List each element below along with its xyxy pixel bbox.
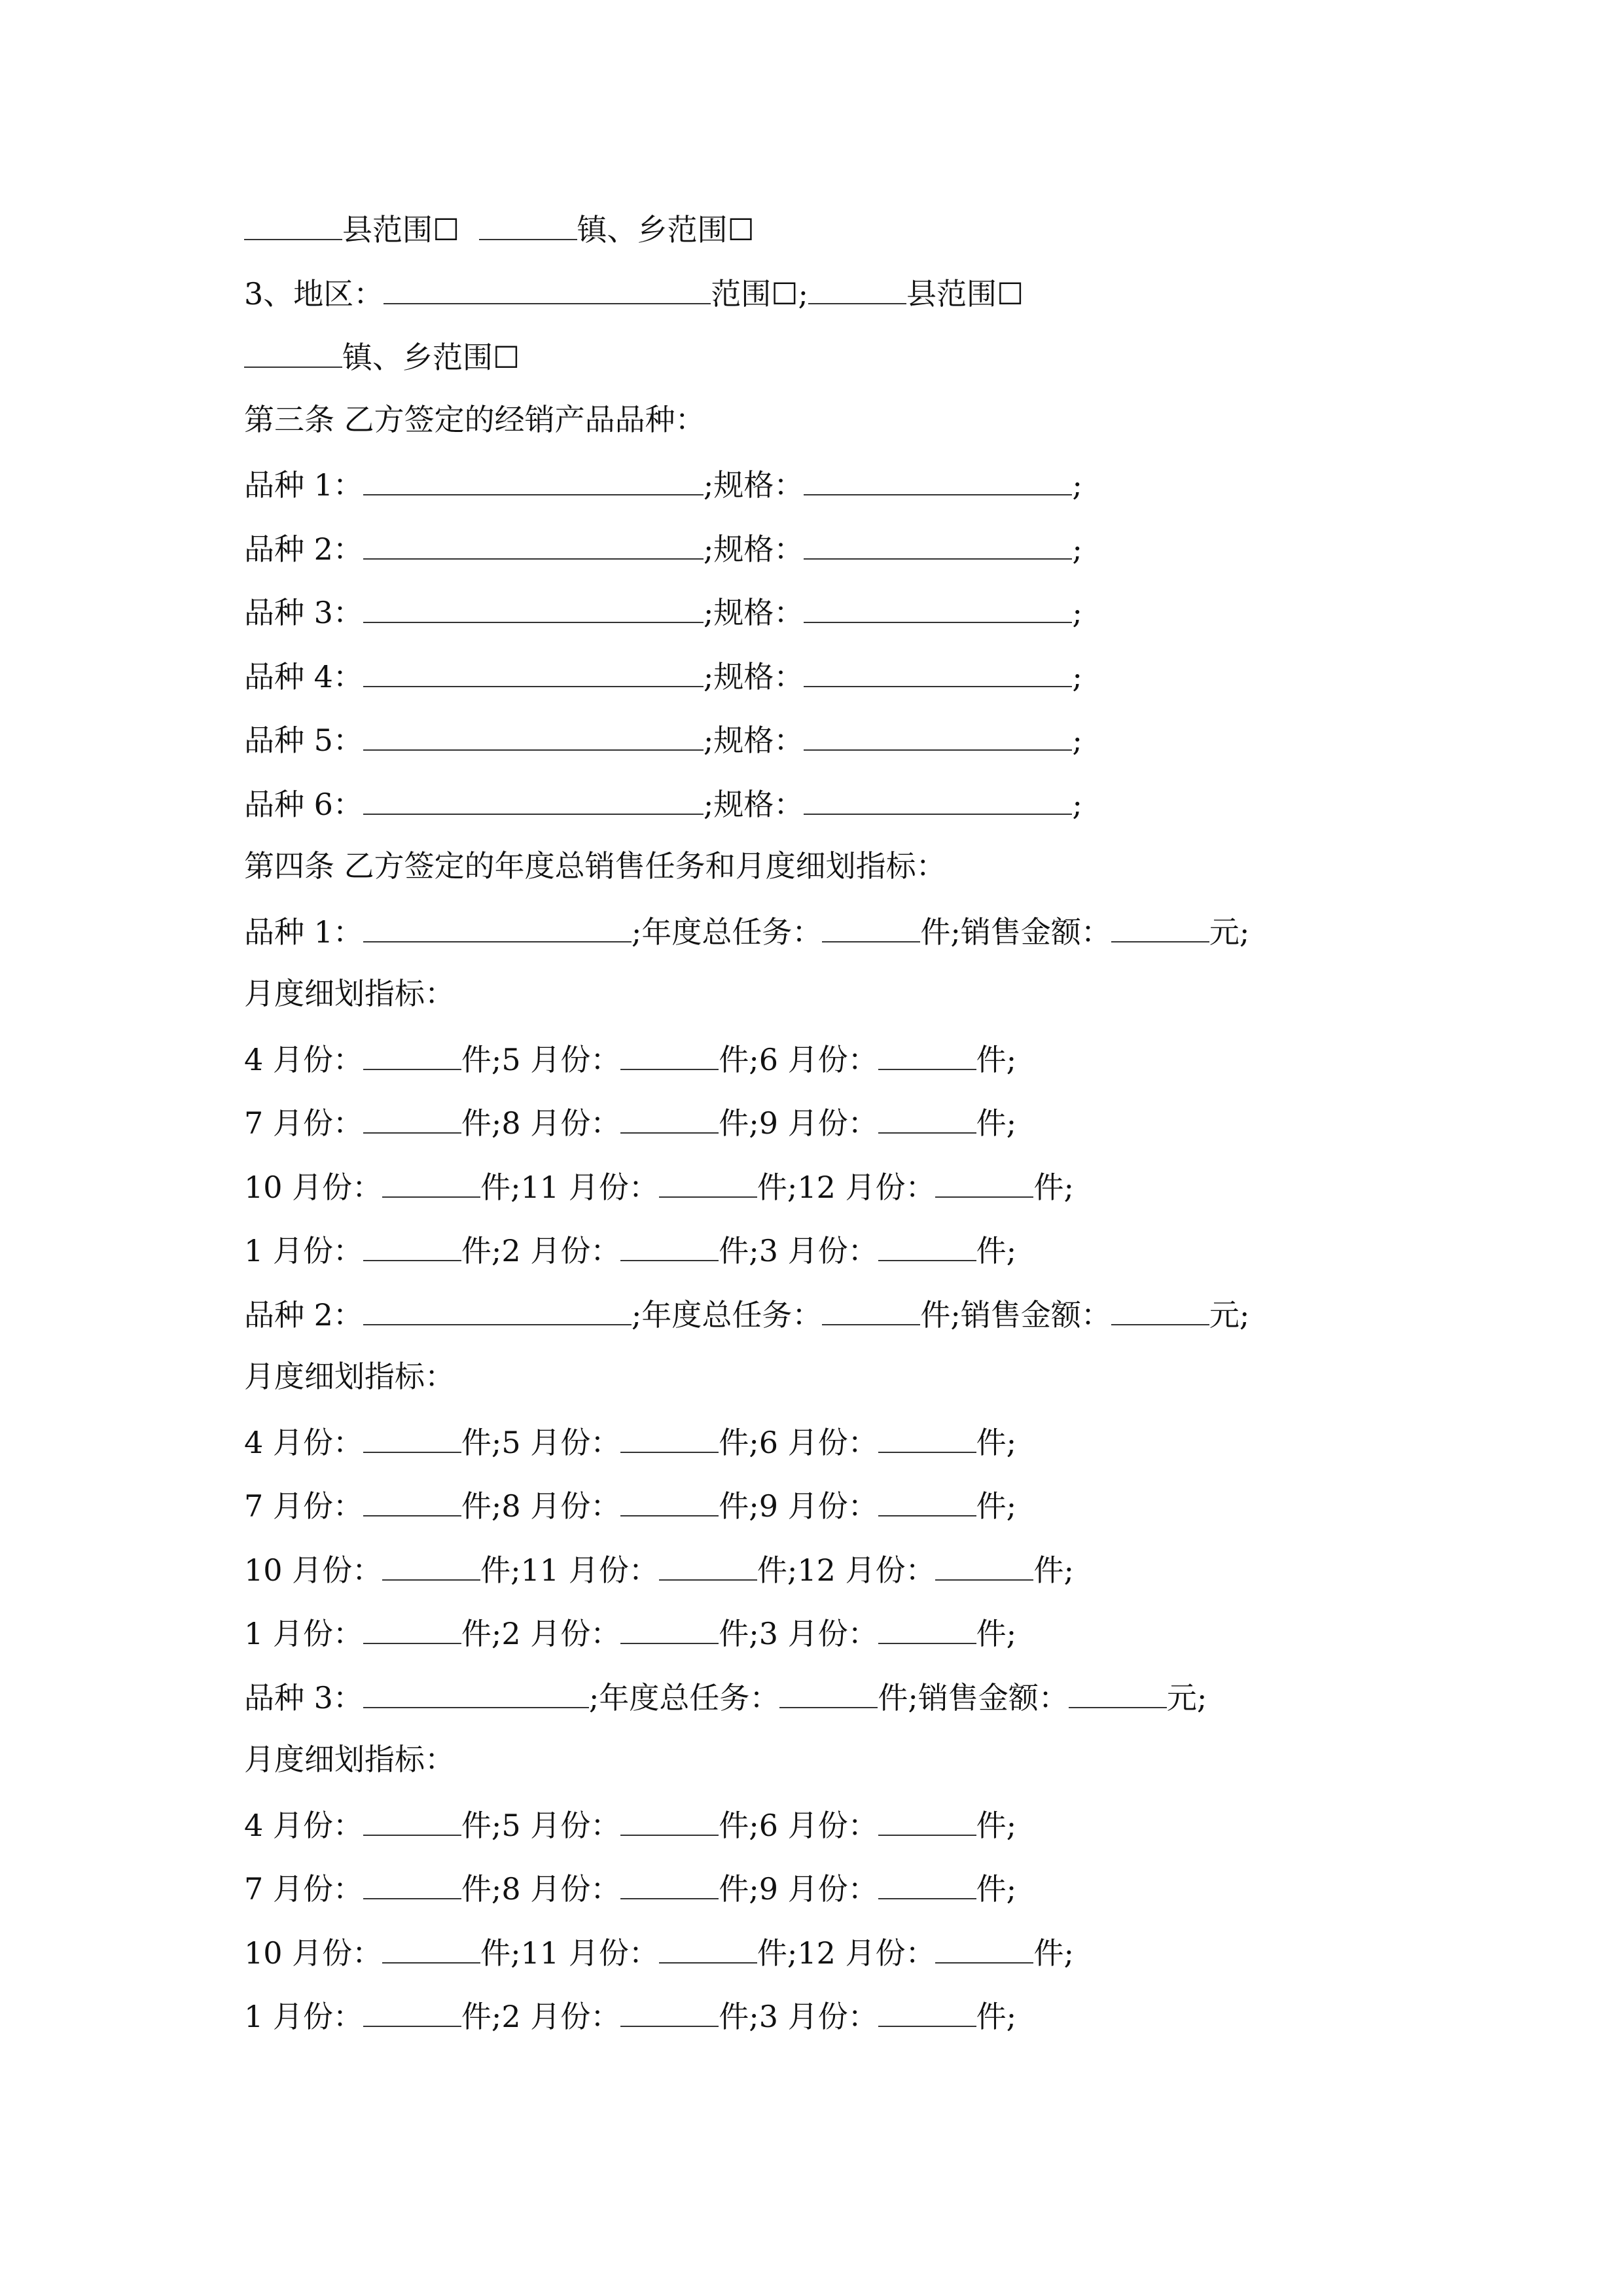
- month-label: 6 月份：: [758, 1424, 878, 1460]
- month-quantity-blank[interactable]: [878, 1036, 976, 1070]
- month-quantity-blank[interactable]: [620, 1802, 719, 1836]
- month-quantity-blank[interactable]: [363, 1227, 461, 1261]
- month-quantity-blank[interactable]: [878, 1100, 976, 1134]
- annual-task-unit: 件: [920, 1297, 951, 1333]
- line-end: ;: [1072, 786, 1082, 822]
- region-3-county-label: 县范围☐: [906, 276, 1024, 312]
- month-quantity-blank[interactable]: [363, 1100, 461, 1134]
- month-row: [244, 1482, 1383, 1547]
- month-label: 6 月份：: [758, 1041, 878, 1077]
- month-quantity-blank[interactable]: [382, 1164, 480, 1198]
- month-quantity-blank[interactable]: [382, 1547, 480, 1581]
- variety-name-blank[interactable]: [363, 781, 704, 815]
- target-variety-label: 品种 3：: [244, 1679, 363, 1715]
- variety-line: [244, 717, 1383, 781]
- variety-name-blank[interactable]: [363, 653, 704, 687]
- variety-label: 品种 2：: [244, 531, 363, 567]
- month-quantity-blank[interactable]: [659, 1929, 757, 1964]
- month-label: 2 月份：: [501, 1999, 621, 2034]
- month-row: [244, 1227, 1383, 1291]
- month-quantity-blank[interactable]: [620, 1227, 719, 1261]
- month-quantity-blank[interactable]: [878, 1610, 976, 1644]
- annual-task-blank[interactable]: [822, 1291, 920, 1325]
- town-blank[interactable]: [479, 206, 577, 240]
- month-unit: 件;: [757, 1552, 798, 1588]
- annual-task-label: ;年度总任务：: [588, 1679, 780, 1715]
- variety-label: 品种 3：: [244, 595, 363, 630]
- month-unit: 件;: [461, 1616, 502, 1651]
- month-unit: 件;: [461, 1807, 502, 1843]
- variety-name-blank[interactable]: [363, 717, 704, 751]
- month-label: 6 月份：: [758, 1807, 878, 1843]
- month-unit: 件;: [976, 1871, 1017, 1907]
- region-3-label: 3、地区：: [244, 276, 384, 312]
- spec-label: ;规格：: [703, 467, 804, 503]
- month-label: 5 月份：: [501, 1424, 621, 1460]
- month-unit: 件;: [1033, 1169, 1074, 1205]
- month-label: 12 月份：: [797, 1552, 936, 1588]
- variety-line: [244, 653, 1383, 717]
- month-label: 5 月份：: [501, 1041, 621, 1077]
- month-unit: 件;: [719, 1871, 759, 1907]
- target-variety-blank[interactable]: [363, 1291, 632, 1325]
- line-end: ;: [1072, 531, 1082, 567]
- month-quantity-blank[interactable]: [935, 1547, 1033, 1581]
- sales-amount-label: ;销售金额：: [950, 1297, 1111, 1333]
- month-quantity-blank[interactable]: [363, 1610, 461, 1644]
- annual-task-unit: 件: [920, 914, 951, 950]
- month-label: 4 月份：: [244, 1424, 363, 1460]
- target-variety-label: 品种 2：: [244, 1297, 363, 1333]
- month-unit: 件;: [719, 1041, 759, 1077]
- town-range-label: 镇、乡范围☐: [577, 212, 755, 247]
- month-quantity-blank[interactable]: [878, 1865, 976, 1899]
- target-variety-label: 品种 1：: [244, 914, 363, 950]
- month-quantity-blank[interactable]: [620, 1610, 719, 1644]
- month-label: 12 月份：: [797, 1935, 936, 1971]
- county-blank[interactable]: [244, 206, 342, 240]
- target-variety-blank[interactable]: [363, 1674, 589, 1708]
- month-unit: 件;: [719, 1488, 759, 1524]
- month-row: [244, 1100, 1383, 1164]
- month-unit: 件;: [461, 1871, 502, 1907]
- month-unit: 件;: [719, 1424, 759, 1460]
- month-unit: 件;: [976, 1807, 1017, 1843]
- variety-label: 品种 4：: [244, 658, 363, 694]
- article-4-title: 第四条 乙方签定的年度总销售任务和月度细划指标：: [244, 848, 946, 884]
- region-3-county-blank[interactable]: [808, 270, 906, 304]
- target-variety-blank[interactable]: [363, 908, 632, 942]
- month-quantity-blank[interactable]: [363, 1036, 461, 1070]
- month-quantity-blank[interactable]: [620, 1865, 719, 1899]
- month-label: 7 月份：: [244, 1488, 363, 1524]
- monthly-title: 月度细划指标：: [244, 1359, 455, 1394]
- month-unit: 件;: [461, 1424, 502, 1460]
- month-quantity-blank[interactable]: [363, 1482, 461, 1516]
- month-row: [244, 1610, 1383, 1674]
- sales-amount-unit: 元;: [1209, 1297, 1250, 1333]
- spec-blank[interactable]: [804, 589, 1072, 623]
- month-label: 10 月份：: [244, 1552, 383, 1588]
- variety-list: [244, 461, 1383, 844]
- month-quantity-blank[interactable]: [363, 1802, 461, 1836]
- variety-label: 品种 1：: [244, 467, 363, 503]
- month-unit: 件;: [480, 1552, 521, 1588]
- month-label: 1 月份：: [244, 1616, 363, 1651]
- town-range-label-2: 镇、乡范围☐: [342, 340, 520, 375]
- month-row: [244, 1419, 1383, 1483]
- county-range-label: 县范围☐: [342, 212, 460, 247]
- month-row: [244, 1802, 1383, 1866]
- target-header-line: [244, 908, 1383, 973]
- month-unit: 件;: [1033, 1935, 1074, 1971]
- spec-label: ;规格：: [703, 723, 804, 758]
- month-unit: 件;: [757, 1935, 798, 1971]
- sales-amount-unit: 元;: [1166, 1679, 1207, 1715]
- month-unit: 件;: [757, 1169, 798, 1205]
- month-unit: 件;: [719, 1105, 759, 1141]
- variety-name-blank[interactable]: [363, 589, 704, 623]
- month-row: [244, 1164, 1383, 1228]
- variety-label: 品种 6：: [244, 786, 363, 822]
- month-label: 9 月份：: [758, 1488, 878, 1524]
- month-quantity-blank[interactable]: [620, 1036, 719, 1070]
- month-row: [244, 1547, 1383, 1611]
- variety-name-blank[interactable]: [363, 461, 704, 495]
- month-label: 5 月份：: [501, 1807, 621, 1843]
- town-blank-2[interactable]: [244, 334, 342, 368]
- month-label: 1 月份：: [244, 1233, 363, 1268]
- sales-amount-unit: 元;: [1209, 914, 1250, 950]
- spec-label: ;规格：: [703, 786, 804, 822]
- variety-line: [244, 781, 1383, 845]
- month-unit: 件;: [719, 1999, 759, 2034]
- month-quantity-blank[interactable]: [935, 1929, 1033, 1964]
- variety-line: [244, 589, 1383, 653]
- month-unit: 件;: [976, 1488, 1017, 1524]
- month-quantity-blank[interactable]: [659, 1547, 757, 1581]
- month-unit: 件;: [976, 1616, 1017, 1651]
- month-quantity-blank[interactable]: [878, 1482, 976, 1516]
- month-unit: 件;: [480, 1935, 521, 1971]
- month-unit: 件;: [461, 1041, 502, 1077]
- month-quantity-blank[interactable]: [382, 1929, 480, 1964]
- month-quantity-blank[interactable]: [620, 1419, 719, 1453]
- month-unit: 件;: [461, 1488, 502, 1524]
- month-quantity-blank[interactable]: [620, 1993, 719, 2027]
- region-3-range-label: 范围☐;: [711, 276, 809, 312]
- month-label: 11 月份：: [520, 1935, 659, 1971]
- month-label: 1 月份：: [244, 1999, 363, 2034]
- month-quantity-blank[interactable]: [935, 1164, 1033, 1198]
- month-label: 7 月份：: [244, 1105, 363, 1141]
- county-town-line: [244, 206, 1383, 270]
- target-header-line: [244, 1291, 1383, 1355]
- month-quantity-blank[interactable]: [878, 1993, 976, 2027]
- line-end: ;: [1072, 658, 1082, 694]
- month-label: 4 月份：: [244, 1041, 363, 1077]
- variety-line: [244, 461, 1383, 526]
- month-label: 8 月份：: [501, 1871, 621, 1907]
- sales-amount-label: ;销售金额：: [908, 1679, 1069, 1715]
- target-list: [244, 908, 1383, 2057]
- region-3-blank[interactable]: [383, 270, 711, 304]
- month-label: 11 月份：: [520, 1552, 659, 1588]
- month-unit: 件;: [976, 1105, 1017, 1141]
- month-unit: 件;: [976, 1999, 1017, 2034]
- month-label: 12 月份：: [797, 1169, 936, 1205]
- month-quantity-blank[interactable]: [878, 1227, 976, 1261]
- month-label: 8 月份：: [501, 1105, 621, 1141]
- month-unit: 件;: [1033, 1552, 1074, 1588]
- month-row: [244, 1036, 1383, 1100]
- month-quantity-blank[interactable]: [659, 1164, 757, 1198]
- spec-blank[interactable]: [804, 526, 1072, 560]
- month-unit: 件;: [480, 1169, 521, 1205]
- month-label: 2 月份：: [501, 1233, 621, 1268]
- month-quantity-blank[interactable]: [620, 1482, 719, 1516]
- month-unit: 件;: [719, 1807, 759, 1843]
- month-unit: 件;: [719, 1616, 759, 1651]
- month-label: 3 月份：: [758, 1616, 878, 1651]
- month-unit: 件;: [461, 1233, 502, 1268]
- sales-amount-blank[interactable]: [1111, 908, 1209, 942]
- month-unit: 件;: [976, 1233, 1017, 1268]
- month-label: 8 月份：: [501, 1488, 621, 1524]
- annual-task-blank[interactable]: [822, 908, 920, 942]
- month-unit: 件;: [976, 1041, 1017, 1077]
- month-quantity-blank[interactable]: [363, 1865, 461, 1899]
- month-unit: 件;: [976, 1424, 1017, 1460]
- month-label: 9 月份：: [758, 1105, 878, 1141]
- region-3-line: [244, 270, 1383, 334]
- month-unit: 件;: [461, 1999, 502, 2034]
- article-3-title: 第三条 乙方签定的经销产品品种：: [244, 401, 705, 437]
- town-line-2: [244, 334, 1383, 398]
- spec-blank[interactable]: [804, 781, 1072, 815]
- month-unit: 件;: [719, 1233, 759, 1268]
- line-end: ;: [1072, 595, 1082, 630]
- month-label: 3 月份：: [758, 1233, 878, 1268]
- month-label: 9 月份：: [758, 1871, 878, 1907]
- month-label: 10 月份：: [244, 1935, 383, 1971]
- variety-label: 品种 5：: [244, 723, 363, 758]
- monthly-title: 月度细划指标：: [244, 1742, 455, 1777]
- month-unit: 件;: [461, 1105, 502, 1141]
- sales-amount-blank[interactable]: [1069, 1674, 1167, 1708]
- sales-amount-label: ;销售金额：: [950, 914, 1111, 950]
- monthly-title: 月度细划指标：: [244, 976, 455, 1011]
- month-quantity-blank[interactable]: [878, 1419, 976, 1453]
- month-label: 3 月份：: [758, 1999, 878, 2034]
- month-label: 4 月份：: [244, 1807, 363, 1843]
- variety-line: [244, 526, 1383, 590]
- document-body: [244, 206, 1383, 2057]
- spec-blank[interactable]: [804, 653, 1072, 687]
- annual-task-unit: 件: [878, 1679, 908, 1715]
- month-label: 10 月份：: [244, 1169, 383, 1205]
- month-quantity-blank[interactable]: [620, 1100, 719, 1134]
- month-quantity-blank[interactable]: [878, 1802, 976, 1836]
- month-quantity-blank[interactable]: [363, 1419, 461, 1453]
- month-label: 11 月份：: [520, 1169, 659, 1205]
- spec-label: ;规格：: [703, 658, 804, 694]
- annual-task-label: ;年度总任务：: [631, 1297, 823, 1333]
- annual-task-blank[interactable]: [779, 1674, 878, 1708]
- spec-blank[interactable]: [804, 461, 1072, 495]
- month-row: [244, 1865, 1383, 1929]
- spec-label: ;规格：: [703, 595, 804, 630]
- line-end: ;: [1072, 467, 1082, 503]
- month-label: 2 月份：: [501, 1616, 621, 1651]
- sales-amount-blank[interactable]: [1111, 1291, 1209, 1325]
- annual-task-label: ;年度总任务：: [631, 914, 823, 950]
- month-label: 7 月份：: [244, 1871, 363, 1907]
- spec-blank[interactable]: [804, 717, 1072, 751]
- month-row: [244, 1929, 1383, 1994]
- variety-name-blank[interactable]: [363, 526, 704, 560]
- month-row: [244, 1993, 1383, 2057]
- month-quantity-blank[interactable]: [363, 1993, 461, 2027]
- line-end: ;: [1072, 723, 1082, 758]
- target-header-line: [244, 1674, 1383, 1738]
- spec-label: ;规格：: [703, 531, 804, 567]
